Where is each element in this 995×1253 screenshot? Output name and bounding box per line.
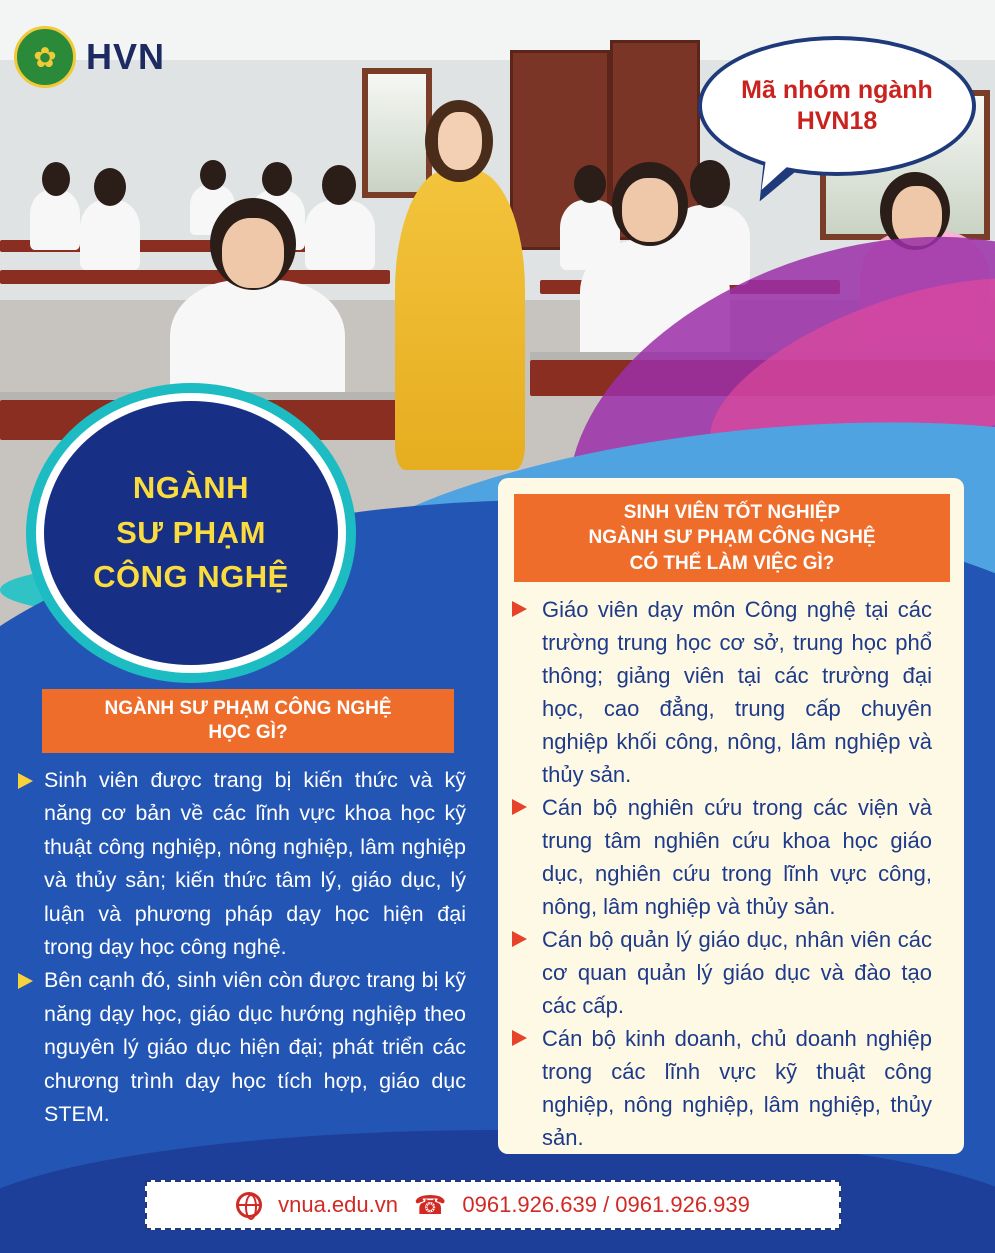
careers-heading-line-1: SINH VIÊN TỐT NGHIỆP xyxy=(623,501,841,523)
logo-text: HVN xyxy=(86,36,166,77)
bubble-label: Mã nhóm ngành xyxy=(741,75,933,104)
list-item xyxy=(14,964,466,1131)
list-item xyxy=(14,764,466,964)
student xyxy=(30,190,80,250)
window xyxy=(362,68,432,198)
logo xyxy=(14,26,165,88)
student-head xyxy=(200,160,226,190)
list-item-text: Giáo viên dạy môn Công nghệ tại các trường trung học cơ sở, trung học phổ thông; giảng viên tại các trường đại học, cao đẳng, trung cấp chuyên nghiệp khối công, nông, lâm nghiệp và thủy sản. xyxy=(542,597,932,787)
list-item xyxy=(508,791,932,923)
careers-heading-line-2: NGÀNH SƯ PHẠM CÔNG NGHỆ xyxy=(588,527,876,549)
title-circle xyxy=(44,401,338,665)
student-head xyxy=(322,165,356,205)
careers-heading xyxy=(514,494,950,582)
curriculum-list xyxy=(14,764,466,1131)
list-item xyxy=(508,1022,932,1154)
desk xyxy=(0,270,390,284)
triangle-yellow-icon xyxy=(18,973,33,989)
phone-numbers[interactable]: 0961.926.639 / 0961.926.939 xyxy=(462,1192,750,1217)
student-face xyxy=(222,218,284,288)
triangle-orange-icon xyxy=(512,1030,527,1046)
curriculum-heading-line-2: HỌC GÌ? xyxy=(208,722,288,743)
list-item-text: Bên cạnh đó, sinh viên còn được trang bị kỹ năng dạy học, giáo dục hướng nghiệp theo nguyên lý giáo dục hiện đại; phát triển các chương trình dạy học tích hợp, giáo dục STEM. xyxy=(44,968,466,1127)
triangle-orange-icon xyxy=(512,799,527,815)
title-line-2: SƯ PHẠM xyxy=(116,514,266,550)
careers-list xyxy=(508,593,932,1154)
list-item-text: Cán bộ quản lý giáo dục, nhân viên các cơ quan quản lý giáo dục và đào tạo các cấp. xyxy=(542,927,932,1018)
student-head xyxy=(690,160,730,208)
website-link[interactable]: vnua.edu.vn xyxy=(278,1192,398,1217)
globe-icon xyxy=(236,1192,262,1218)
list-item-text: Cán bộ nghiên cứu trong các viện và trung tâm nghiên cứu khoa học giáo dục, nghiên cứu trong lĩnh vực công, nông, lâm nghiệp và thủy sản. xyxy=(542,795,932,919)
list-item-text: Sinh viên được trang bị kiến thức và kỹ năng cơ bản về các lĩnh vực khoa học kỹ thuật công nghiệp, nông nghiệp, lâm nghiệp và thủy sản; kiến thức tâm lý, giáo dục, lý luận và phương pháp dạy học hiện đại trong dạy học công nghệ. xyxy=(44,768,466,960)
list-item xyxy=(508,923,932,1022)
university-seal-icon: ✿ xyxy=(14,26,76,88)
careers-heading-line-3: CÓ THỂ LÀM VIỆC GÌ? xyxy=(629,552,835,574)
curriculum-heading-line-1: NGÀNH SƯ PHẠM CÔNG NGHỆ xyxy=(104,698,392,720)
triangle-yellow-icon xyxy=(18,773,33,789)
student-head xyxy=(94,168,126,206)
student-head xyxy=(574,165,606,203)
teacher-face xyxy=(438,112,482,170)
contact-footer xyxy=(145,1180,841,1230)
title-line-3: CÔNG NGHỆ xyxy=(93,559,289,595)
list-item-text: Cán bộ kinh doanh, chủ doanh nghiệp trong các lĩnh vực kỹ thuật công nghiệp, nông nghiệp, lâm nghiệp, thủy sản. xyxy=(542,1026,932,1150)
program-code: HVN18 xyxy=(796,107,878,135)
student-head xyxy=(262,162,292,196)
triangle-orange-icon xyxy=(512,601,527,617)
student-face xyxy=(622,178,678,242)
title-line-1: NGÀNH xyxy=(132,469,250,505)
teacher xyxy=(395,170,525,470)
student-head xyxy=(42,162,70,196)
list-item xyxy=(508,593,932,791)
curriculum-heading xyxy=(42,689,454,753)
phone-icon: ☎ xyxy=(413,1190,447,1220)
triangle-orange-icon xyxy=(512,931,527,947)
student xyxy=(305,200,375,270)
student xyxy=(80,200,140,270)
program-code-bubble xyxy=(698,36,976,176)
